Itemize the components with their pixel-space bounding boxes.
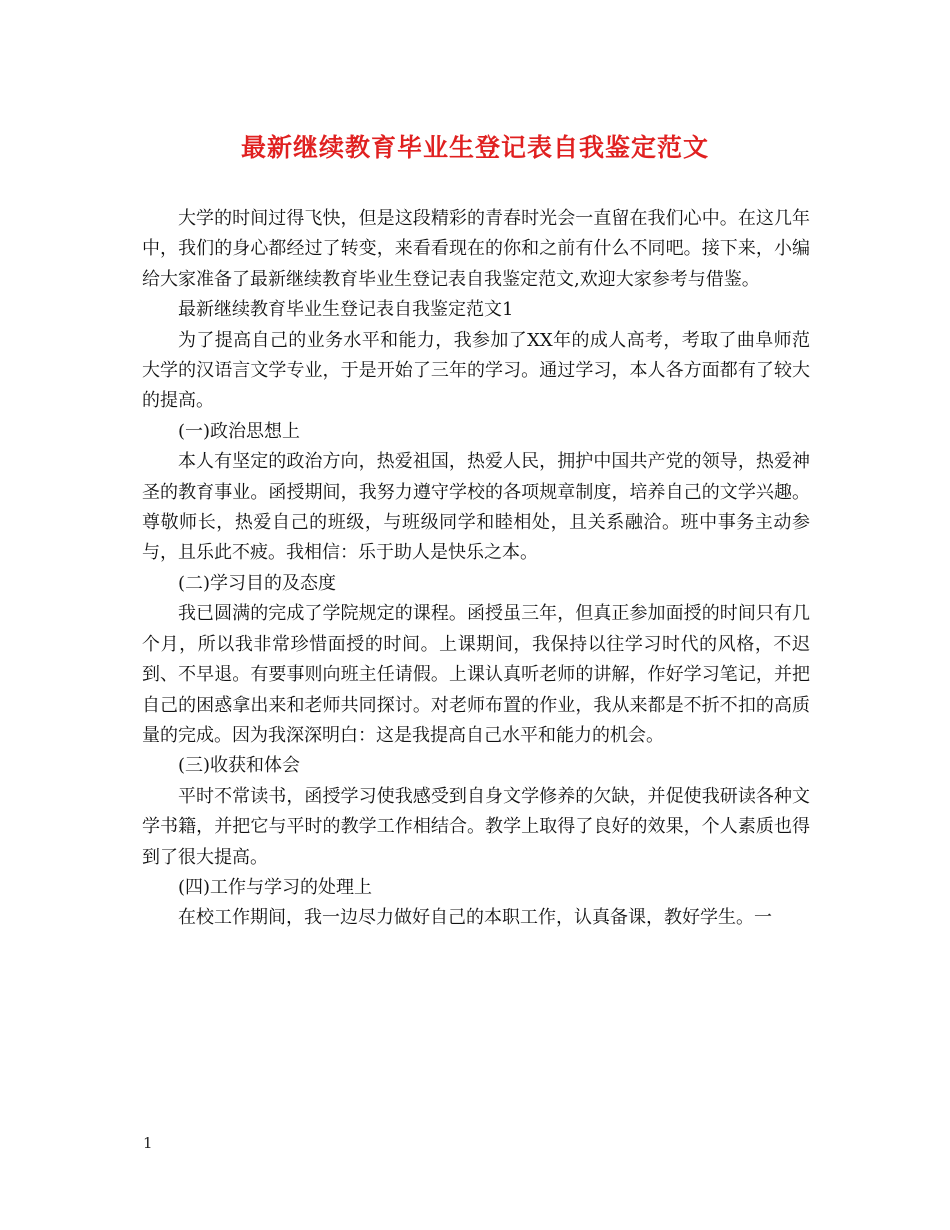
essay-heading: 最新继续教育毕业生登记表自我鉴定范文1 (178, 299, 514, 321)
body-paragraph: 本人有坚定的政治方向，热爱祖国，热爱人民，拥护中国共产党的领导，热爱神圣的教育事业。函授期间，我努力遵守学校的各项规章制度，培养自己的文学兴趣。尊敬师长，热爱自己的班级，与班级同学和睦相处，且关系融洽。班中事务主动参与，且乐此不疲。我相信：乐于助人是快乐之本。 (142, 451, 810, 564)
section-heading-study: (二)学习目的及态度 (178, 572, 337, 594)
page-number: 1 (143, 1134, 153, 1152)
body-paragraph: 我已圆满的完成了学院规定的课程。函授虽三年，但真正参加面授的时间只有几个月，所以我非常珍惜面授的时间。上课期间，我保持以往学习时代的风格，不迟到、不早退。有要事则向班主任请假。上课认真听老师的讲解，作好学习笔记，并把自己的困惑拿出来和老师共同探讨。对老师布置的作业，我从来都是不折不扣的高质量的完成。因为我深深明白：这是我提高自己水平和能力的机会。 (142, 603, 810, 746)
body-paragraph: 为了提高自己的业务水平和能力，我参加了XX年的成人高考，考取了曲阜师范大学的汉语言文学专业，于是开始了三年的学习。通过学习，本人各方面都有了较大的提高。 (142, 329, 810, 412)
section-heading-work-study: (四)工作与学习的处理上 (178, 876, 373, 898)
document-body (142, 204, 810, 934)
section-heading-gains: (三)收获和体会 (178, 755, 301, 777)
body-paragraph: 在校工作期间，我一边尽力做好自己的本职工作，认真备课，教好学生。一 (178, 907, 772, 929)
section-heading-politics: (一)政治思想上 (178, 420, 301, 442)
body-paragraph: 平时不常读书，函授学习使我感受到自身文学修养的欠缺，并促使我研读各种文学书籍，并把它与平时的教学工作相结合。教学上取得了良好的效果，个人素质也得到了很大提高。 (142, 785, 810, 868)
document-title: 最新继续教育毕业生登记表自我鉴定范文 (240, 133, 709, 162)
intro-paragraph: 大学的时间过得飞快，但是这段精彩的青春时光会一直留在我们心中。在这几年中，我们的身心都经过了转变，来看看现在的你和之前有什么不同吧。接下来，小编给大家准备了最新继续教育毕业生登记表自我鉴定范文,欢迎大家参考与借鉴。 (142, 208, 810, 290)
